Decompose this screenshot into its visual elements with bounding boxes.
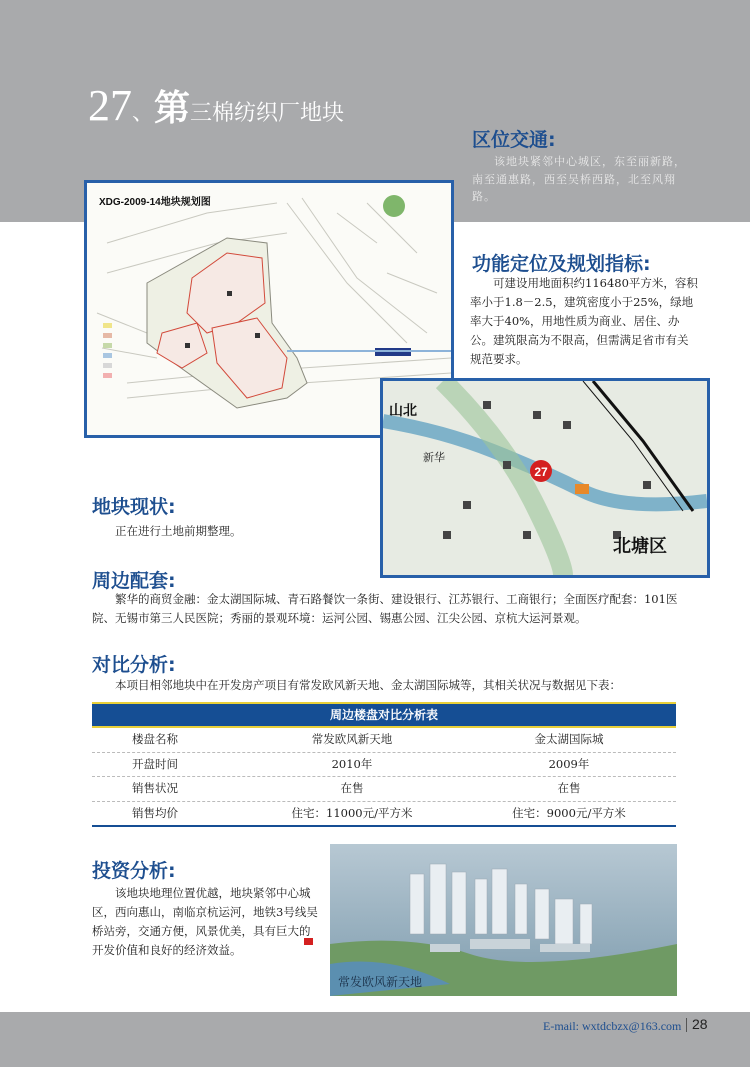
title-separator: 、: [132, 101, 155, 126]
function-heading-colon: :: [643, 253, 651, 275]
table-title: 周边楼盘对比分析表: [92, 702, 676, 728]
table-cell: 金太湖国际城: [534, 732, 604, 746]
location-map: [380, 378, 710, 578]
project-photo: [330, 844, 677, 996]
function-heading-text: 功能定位及规划指标: [472, 253, 644, 275]
investment-heading-colon: :: [168, 860, 176, 882]
end-mark-icon: [304, 938, 313, 945]
table-cell: 销售均价: [132, 805, 178, 820]
surrounding-heading: [92, 566, 176, 593]
title-number: 27: [88, 81, 132, 130]
location-heading-colon: :: [548, 129, 556, 151]
function-heading: [472, 249, 651, 276]
location-text: 该地块紧邻中心城区，东至丽新路，南至通惠路，西至吴桥西路，北至风翔路。: [472, 155, 686, 203]
investment-heading-text: 投资分析: [92, 860, 169, 882]
table-row: [92, 802, 676, 828]
status-heading: [92, 492, 176, 519]
table-row: [92, 753, 676, 778]
location-heading-text: 区位交通: [472, 129, 549, 151]
table-cell: 2010年: [331, 756, 373, 771]
plan-map-label: XDG-2009-14地块规划图: [99, 197, 211, 208]
location-label-xinhua: 新华: [423, 451, 445, 464]
function-text: 可建设用地面积约116480平方米，容积率小于1.8－2.5，建筑密度小于25%，绿地率大于40%，用地性质为商业、居住、办公。建筑限高为不限高，但需满足省市有关规范要求。: [470, 276, 698, 366]
photo-caption: 常发欧风新天地: [338, 975, 423, 989]
comparison-text: 本项目相邻地块中在开发房产项目有常发欧风新天地、金太湖国际城等，其相关状况与数据见下表：: [115, 678, 621, 692]
investment-text: 该地块地理位置优越，地块紧邻中心城区，西向惠山，南临京杭运河，地铁3号线吴桥站旁，交通方便，风景优美，具有巨大的开发价值和良好的经济效益。: [92, 886, 318, 957]
table-cell: 住宅：11000元/平方米: [291, 805, 413, 820]
location-label-shanbei: 山北: [389, 403, 417, 419]
status-heading-text: 地块现状: [92, 496, 169, 518]
comparison-table: [92, 702, 676, 827]
surrounding-text: 繁华的商贸金融：金太湖国际城、青石路餐饮一条街、建设银行、江苏银行、工商银行；全面医疗配套：101医院、无锡市第三人民医院；秀丽的景观环境：运河公园、锡惠公园、江尖公园、京杭大运河景观。: [92, 592, 678, 625]
surrounding-heading-colon: :: [168, 570, 176, 592]
page-number: 28: [692, 1016, 708, 1032]
comparison-heading-colon: :: [168, 654, 176, 676]
status-text: 正在进行土地前期整理。: [115, 524, 242, 538]
table-cell: 楼盘名称: [132, 732, 178, 746]
location-map-drawing: [383, 381, 707, 575]
page-title: [88, 80, 344, 131]
table-cell: 在售: [557, 781, 581, 795]
table-row: [92, 777, 676, 802]
comparison-heading-text: 对比分析: [92, 654, 169, 676]
location-label-beitang: 北塘区: [613, 536, 667, 557]
surrounding-heading-text: 周边配套: [92, 570, 169, 592]
comparison-heading: [92, 650, 176, 677]
table-cell: 在售: [340, 781, 364, 795]
table-cell: 销售状况: [132, 781, 178, 795]
title-big-char: 第: [154, 88, 191, 129]
footer-email: E-mail: wxtdcbzx@163.com: [543, 1019, 682, 1033]
location-heading: [472, 125, 556, 152]
investment-heading: [92, 856, 176, 883]
table-cell: 常发欧风新天地: [311, 732, 393, 746]
title-rest: 三棉纺织厂地块: [190, 101, 345, 126]
table-cell: 住宅：9000元/平方米: [512, 805, 626, 820]
table-row: [92, 728, 676, 753]
footer-divider: [686, 1018, 687, 1032]
location-marker-number: 27: [534, 465, 548, 479]
table-cell: 2009年: [548, 756, 590, 771]
status-heading-colon: :: [168, 496, 176, 518]
table-cell: 开盘时间: [132, 756, 178, 771]
